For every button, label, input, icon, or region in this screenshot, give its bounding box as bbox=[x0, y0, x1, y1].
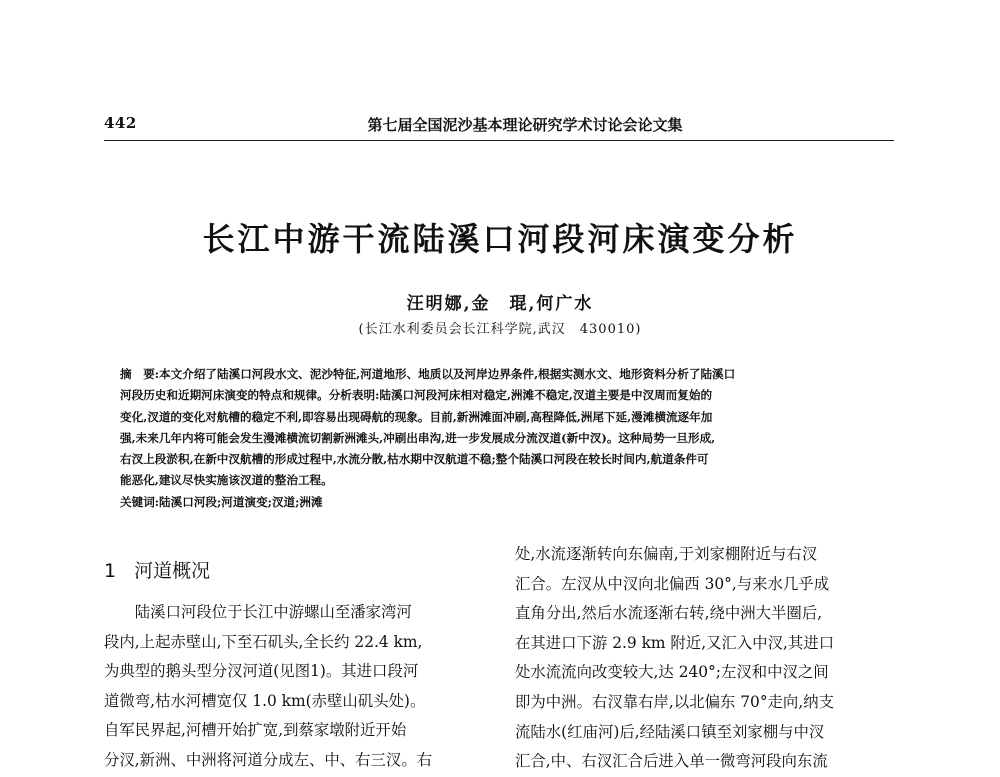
keywords-line: 关键词:陆溪口河段;河道演变;汊道;洲滩 bbox=[120, 494, 323, 509]
body-line: 汇合,中、右汊汇合后进入单一微弯河段向东流 bbox=[515, 752, 828, 771]
abstract-line: 强,未来几年内将可能会发生漫滩横流切割新洲滩头,冲刷出串沟,进一步发展成分流汊道(新中汊)。这种局势一旦形成, bbox=[120, 430, 716, 445]
abstract-line: 变化,汊道的变化对航槽的稳定不利,即容易出现碍航的现象。目前,新洲滩面冲刷,高程降低,洲尾下延,漫滩横流逐年加 bbox=[120, 409, 713, 424]
body-line: 即为中洲。右汊靠右岸,以北偏东 70°走向,纳支 bbox=[515, 692, 834, 711]
body-line: 分汊,新洲、中洲将河道分成左、中、右三汊。右 bbox=[104, 750, 433, 769]
body-line: 陆溪口河段位于长江中游螺山至潘家湾河 bbox=[104, 603, 412, 621]
running-header: 第七届全国泥沙基本理论研究学术讨论会论文集 bbox=[367, 116, 683, 134]
body-line: 流陆水(红庙河)后,经陆溪口镇至刘家棚与中汊 bbox=[515, 722, 825, 741]
body-column-left bbox=[104, 598, 486, 776]
body-line: 直角分出,然后水流逐渐右转,绕中洲大半圈后, bbox=[515, 604, 823, 623]
section-heading bbox=[104, 556, 210, 583]
paper-affiliation: (长江水利委员会长江科学院,武汉 430010) bbox=[358, 322, 642, 337]
body-line: 在其进口下游 2.9 km 附近,又汇入中汊,其进口 bbox=[515, 633, 835, 652]
abstract-line: 河段历史和近期河床演变的特点和规律。分析表明:陆溪口河段河床相对稳定,洲滩不稳定,汊道主要是中汊周而复始的 bbox=[120, 388, 713, 403]
abstract-line: 右汊上段淤积,在新中汊航槽的形成过程中,水流分散,枯水期中汊航道不稳;整个陆溪口河段在较长时间内,航道条件可 bbox=[120, 452, 709, 467]
abstract-block bbox=[120, 364, 880, 513]
body-line: 自军民界起,河槽开始扩宽,到蔡家墩附近开始 bbox=[104, 721, 407, 740]
page-number: 442 bbox=[104, 114, 137, 132]
body-line: 段内,上起赤壁山,下至石矶头,全长约 22.4 km, bbox=[104, 632, 423, 651]
body-line: 汇合。左汊从中汊向北偏西 30°,与来水几乎成 bbox=[515, 574, 830, 593]
header-rule bbox=[104, 140, 894, 141]
body-column-right bbox=[515, 540, 895, 777]
abstract-line: 摘 要:本文介绍了陆溪口河段水文、泥沙特征,河道地形、地质以及河岸边界条件,根据实测水文、地形资料分析了陆溪口 bbox=[120, 367, 736, 381]
section-number: 1 bbox=[104, 560, 117, 582]
body-line: 处水流流向改变较大,达 240°;左汊和中汊之间 bbox=[515, 663, 829, 682]
abstract-line: 能恶化,建议尽快实施该汊道的整治工程。 bbox=[120, 473, 333, 488]
paper-title: 长江中游干流陆溪口河段河床演变分析 bbox=[202, 220, 798, 258]
body-line: 道微弯,枯水河槽宽仅 1.0 km(赤壁山矶头处)。 bbox=[104, 691, 426, 710]
body-line: 为典型的鹅头型分汊河道(见图1)。其进口段河 bbox=[104, 662, 419, 681]
paper-authors: 汪明娜,金 琨,何广水 bbox=[406, 294, 594, 314]
section-title-text: 河道概况 bbox=[134, 560, 211, 582]
body-line: 处,水流逐渐转向东偏南,于刘家棚附近与右汊 bbox=[515, 545, 818, 563]
